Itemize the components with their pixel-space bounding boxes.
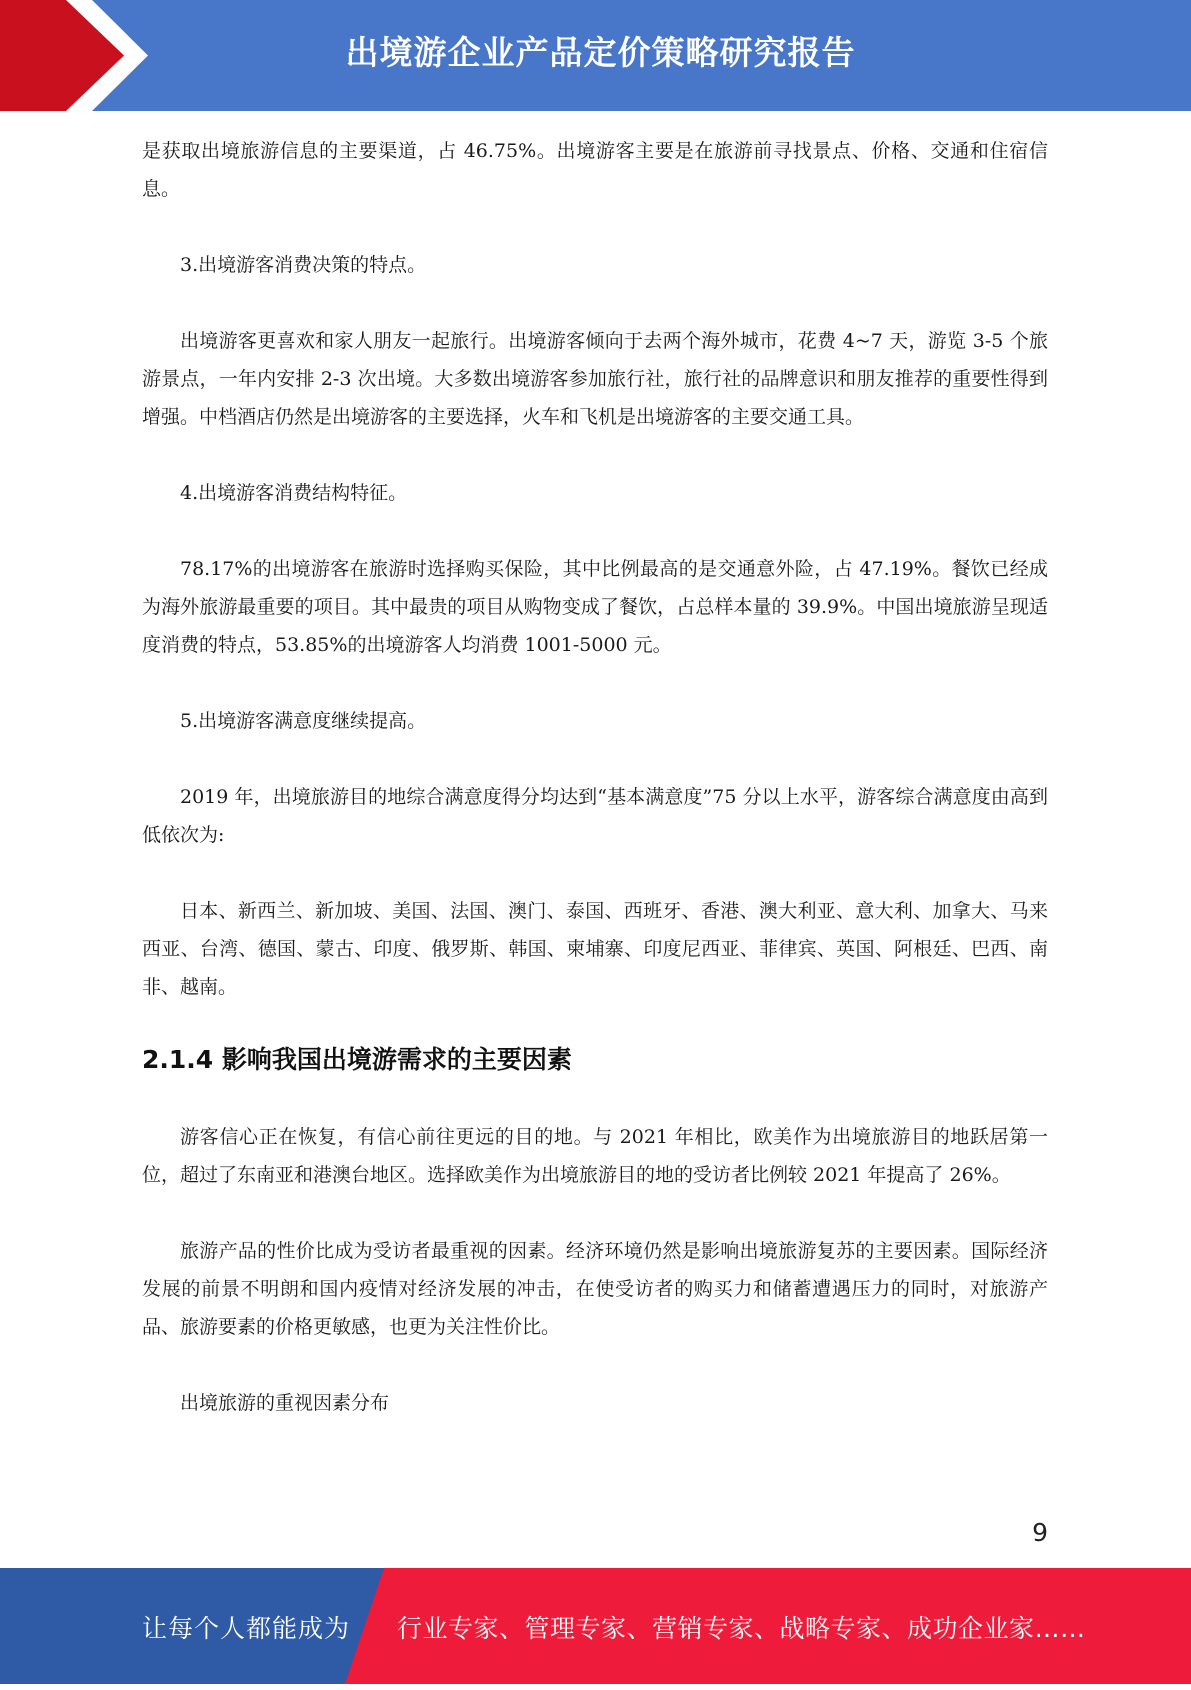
paragraph-info-channels: 是获取出境旅游信息的主要渠道，占 46.75%。出境游客主要是在旅游前寻找景点、价格、交通和住宿信息。 [142, 140, 1048, 200]
paragraph-consumption-structure: 78.17%的出境游客在旅游时选择购买保险，其中比例最高的是交通意外险，占 47.19%。餐饮已经成为海外旅游最重要的项目。其中最贵的项目从购物变成了餐饮，占总样本量的 39.9%。中国出境旅游呈现适度消费的特点，53.85%的出境游客人均消费 1001-5000 元。 [142, 558, 1048, 656]
figure-caption-factors: 出境旅游的重视因素分布 [180, 1392, 390, 1414]
header-arrow-decoration [0, 0, 160, 111]
report-title: 出境游企业产品定价策略研究报告 [345, 33, 856, 72]
paragraph-satisfaction: 2019 年，出境旅游目的地综合满意度得分均达到“基本满意度”75 分以上水平，游客综合满意度由高到低依次为: [142, 786, 1048, 846]
footer-slogan-right: 行业专家、管理专家、营销专家、战略专家、成功企业家…… [397, 1614, 1086, 1643]
page-footer [0, 1568, 1191, 1684]
page-content [142, 132, 1048, 1422]
section-heading: 2.1.4 影响我国出境游需求的主要因素 [142, 1045, 572, 1074]
subheading-consumption-structure: 4.出境游客消费结构特征。 [180, 482, 408, 504]
footer-slogan-left: 让每个人都能成为 [142, 1614, 351, 1643]
paragraph-destination-ranking: 日本、新西兰、新加坡、美国、法国、澳门、泰国、西班牙、香港、澳大利亚、意大利、加拿大、马来西亚、台湾、德国、蒙古、印度、俄罗斯、韩国、柬埔寨、印度尼西亚、菲律宾、英国、阿根廷、巴西、南非、越南。 [142, 900, 1048, 998]
paragraph-confidence-recovery: 游客信心正在恢复，有信心前往更远的目的地。与 2021 年相比，欧美作为出境旅游目的地跃居第一位，超过了东南亚和港澳台地区。选择欧美作为出境旅游目的地的受访者比例较 2021 年提高了 26%。 [142, 1126, 1048, 1186]
subheading-decision-features: 3.出境游客消费决策的特点。 [180, 254, 427, 276]
subheading-satisfaction: 5.出境游客满意度继续提高。 [180, 710, 427, 732]
page-header [0, 0, 1191, 111]
paragraph-decision-features: 出境游客更喜欢和家人朋友一起旅行。出境游客倾向于去两个海外城市，花费 4~7 天，游览 3-5 个旅游景点，一年内安排 2-3 次出境。大多数出境游客参加旅行社，旅行社的品牌意识和朋友推荐的重要性得到增强。中档酒店仍然是出境游客的主要选择，火车和飞机是出境游客的主要交通工具。 [142, 330, 1048, 428]
paragraph-cost-performance: 旅游产品的性价比成为受访者最重视的因素。经济环境仍然是影响出境旅游复苏的主要因素。国际经济发展的前景不明朗和国内疫情对经济发展的冲击，在使受访者的购买力和储蓄遭遇压力的同时，对旅游产品、旅游要素的价格更敏感，也更为关注性价比。 [142, 1240, 1048, 1338]
page-number: 9 [1032, 1518, 1048, 1547]
